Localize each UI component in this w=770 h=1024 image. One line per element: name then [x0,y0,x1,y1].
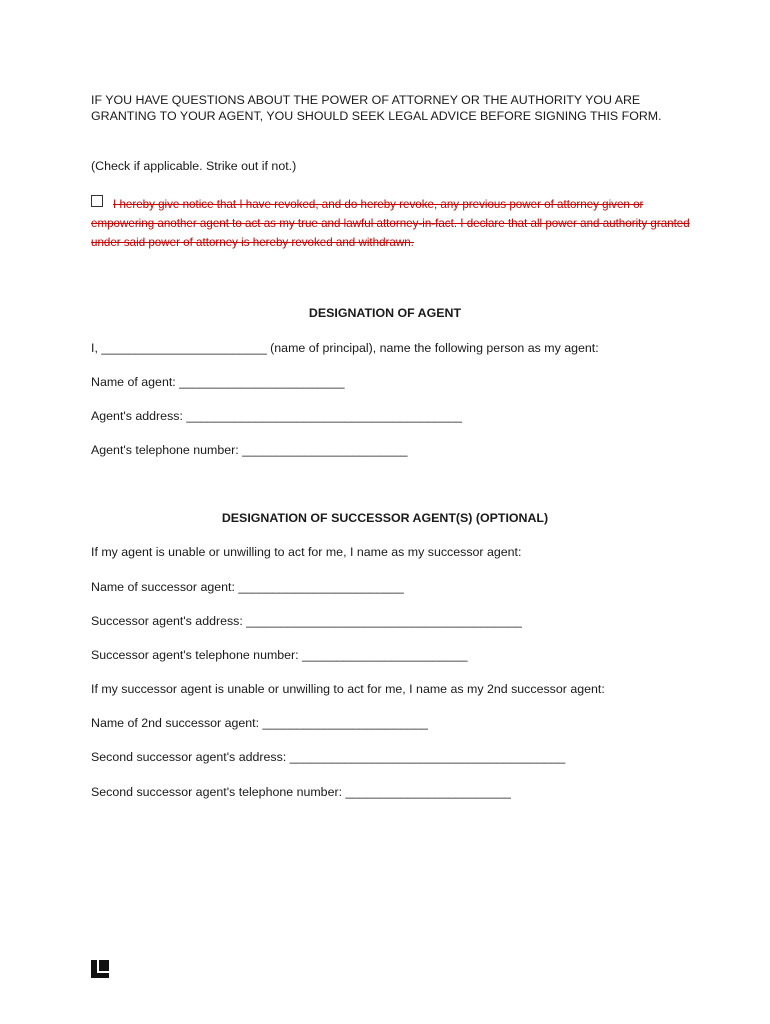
revocation-clause [91,195,691,252]
successor-name-line: Name of successor agent: ________________________ [91,580,404,594]
successor-address-line: Successor agent's address: ________________________________________ [91,614,522,628]
check-instruction: (Check if applicable. Strike out if not.) [91,159,297,173]
revocation-text: I hereby give notice that I have revoked, and do hereby revoke, any previous power of attorney given or empowering another agent to act as my true and lawful attorney-in-fact. I declare that all power and authority granted under said power of attorney is hereby revoked and withdrawn. [91,198,690,249]
legal-advice-warning: IF YOU HAVE QUESTIONS ABOUT THE POWER OF ATTORNEY OR THE AUTHORITY YOU ARE GRANTING TO YOUR AGENT, YOU SHOULD SEEK LEGAL ADVICE BEFORE SIGNING THIS FORM. [91,93,662,123]
agent-section-heading: DESIGNATION OF AGENT [308,306,462,320]
revocation-checkbox[interactable] [91,195,103,207]
second-successor-address-line: Second successor agent's address: ________________________________________ [91,750,566,764]
successor-section-heading: DESIGNATION OF SUCCESSOR AGENT(S) (OPTIONAL) [221,511,549,525]
brand-logo-icon [91,960,109,978]
successor-intro: If my agent is unable or unwilling to act for me, I name as my successor agent: [91,545,522,559]
agent-name-line: Name of agent: ________________________ [91,375,345,389]
second-successor-phone-line: Second successor agent's telephone number: ________________________ [91,785,511,799]
principal-name-line: I, ________________________ (name of principal), name the following person as my agent: [91,341,599,355]
second-successor-name-line: Name of 2nd successor agent: ________________________ [91,716,428,730]
second-successor-intro: If my successor agent is unable or unwilling to act for me, I name as my 2nd successor agent: [91,682,605,696]
agent-address-line: Agent's address: ________________________________________ [91,409,462,423]
agent-phone-line: Agent's telephone number: ________________________ [91,443,408,457]
successor-phone-line: Successor agent's telephone number: ________________________ [91,648,468,662]
